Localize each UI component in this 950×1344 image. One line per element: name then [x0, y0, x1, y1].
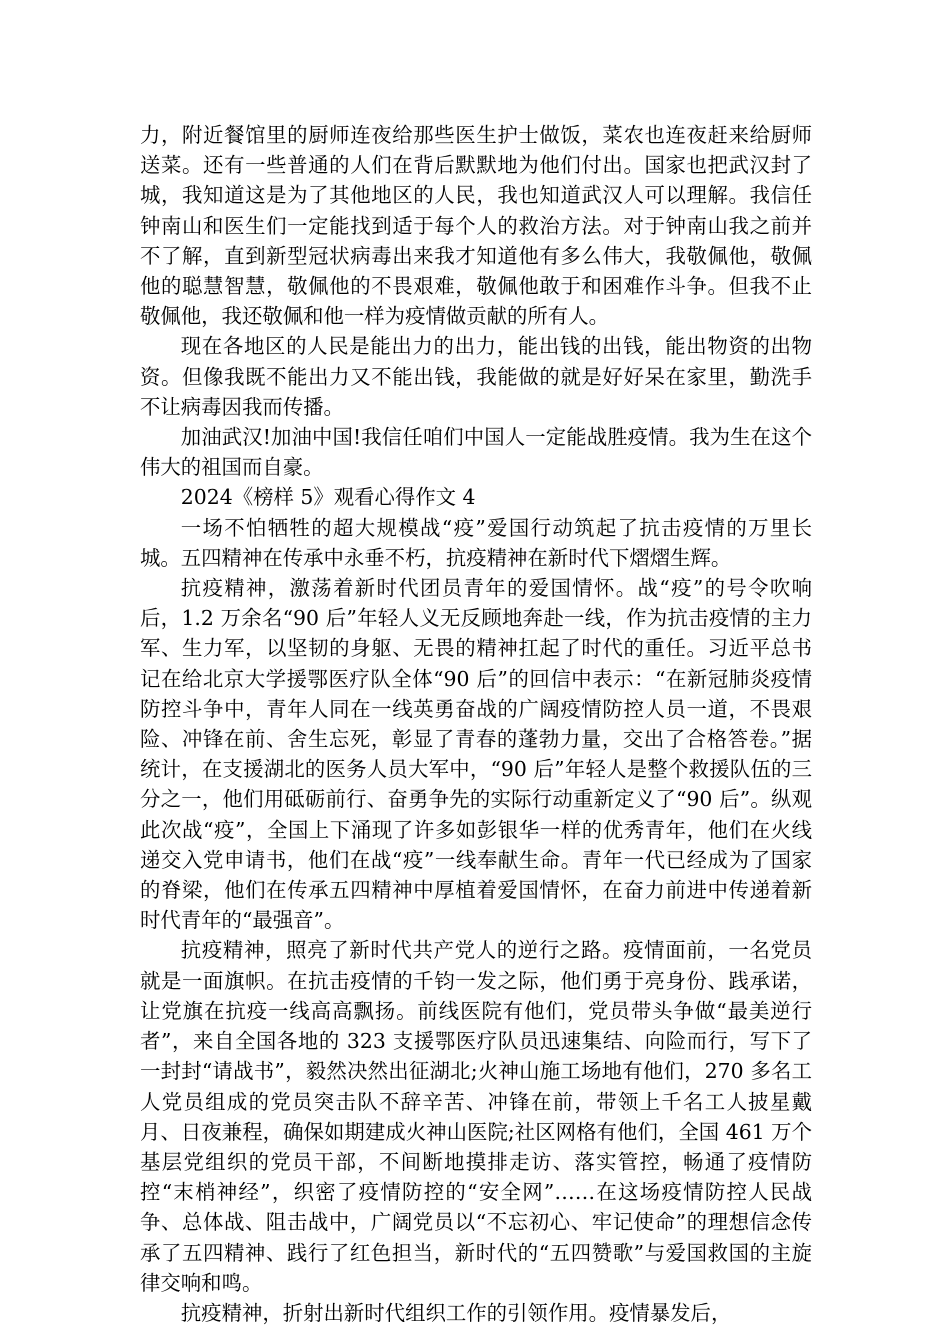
- paragraph: 一场不怕牺牲的超大规模战“疫”爱国行动筑起了抗击疫情的万里长城。五四精神在传承中永垂不朽，抗疫精神在新时代下熠熠生辉。: [140, 515, 812, 570]
- paragraph-continuation: 力，附近餐馆里的厨师连夜给那些医生护士做饭，菜农也连夜赶来给厨师送菜。还有一些普通的人们在背后默默地为他们付出。国家也把武汉封了城，我知道这是为了其他地区的人民，我也知道武汉人可以理解。我信任钟南山和医生们一定能找到适于每个人的救治方法。对于钟南山我之前并不了解，直到新型冠状病毒出来我才知道他有多么伟大，我敬佩他，敬佩他的聪慧智慧，敬佩他的不畏艰难，敬佩他敢于和困难作斗争。但我不止敬佩他，我还敬佩和他一样为疫情做贡献的所有人。: [140, 123, 812, 329]
- paragraph: 加油武汉!加油中国!我信任咱们中国人一定能战胜疫情。我为生在这个伟大的祖国而自豪。: [140, 425, 812, 480]
- paragraph: 抗疫精神，折射出新时代组织工作的引领作用。疫情暴发后，: [180, 1300, 732, 1325]
- paragraph: 抗疫精神，照亮了新时代共产党人的逆行之路。疫情面前，一名党员就是一面旗帜。在抗击疫情的千钧一发之际，他们勇于亮身份、践承诺，让党旗在抗疫一线高高飘扬。前线医院有他们，党员带头争做“最美逆行者”，来自全国各地的 323 支援鄂医疗队员迅速集结、向险而行，写下了一封封“请战书”，毅然决然出征湖北;火神山施工场地有他们，270 多名工人党员组成的党员突击队不辞辛苦、冲锋在前，带领上千名工人披星戴月、日夜兼程，确保如期建成火神山医院;社区网格有他们，全国 461 万个基层党组织的党员干部，不间断地摸排走访、落实管控，畅通了疫情防控“末梢神经”，织密了疫情防控的“安全网”……在这场疫情防控人民战争、总体战、阻击战中，广阔党员以“不忘初心、牢记使命”的理想信念传承了五四精神、践行了红色担当，新时代的“五四赞歌”与爱国救国的主旋律交响和鸣。: [140, 938, 812, 1295]
- document-page: [140, 120, 812, 1328]
- paragraph: 抗疫精神，激荡着新时代团员青年的爱国情怀。战“疫”的号令吹响后，1.2 万余名“90 后”年轻人义无反顾地奔赴一线，作为抗击疫情的主力军、生力军，以坚韧的身躯、无畏的精神扛起了时代的重任。习近平总书记在给北京大学援鄂医疗队全体“90 后”的回信中表示：“在新冠肺炎疫情防控斗争中，青年人同在一线英勇奋战的广阔疫情防控人员一道，不畏艰险、冲锋在前、舍生忘死，彰显了青春的蓬勃力量，交出了合格答卷。”据统计，在支援湖北的医务人员大军中，“90 后”年轻人是整个救援队伍的三分之一，他们用砥砺前行、奋勇争先的实际行动重新定义了“90 后”。纵观此次战“疫”，全国上下涌现了许多如彭银华一样的优秀青年，他们在火线递交入党申请书，他们在战“疫”一线奉献生命。青年一代已经成为了国家的脊梁，他们在传承五四精神中厚植着爱国情怀，在奋力前进中传递着新时代青年的“最强音”。: [140, 576, 812, 933]
- paragraph: 现在各地区的人民是能出力的出力，能出钱的出钱，能出物资的出物资。但像我既不能出力又不能出钱，我能做的就是好好呆在家里，勤洗手不让病毒因我而传播。: [140, 334, 812, 419]
- section-heading: 2024《榜样 5》观看心得作文 4: [180, 485, 476, 510]
